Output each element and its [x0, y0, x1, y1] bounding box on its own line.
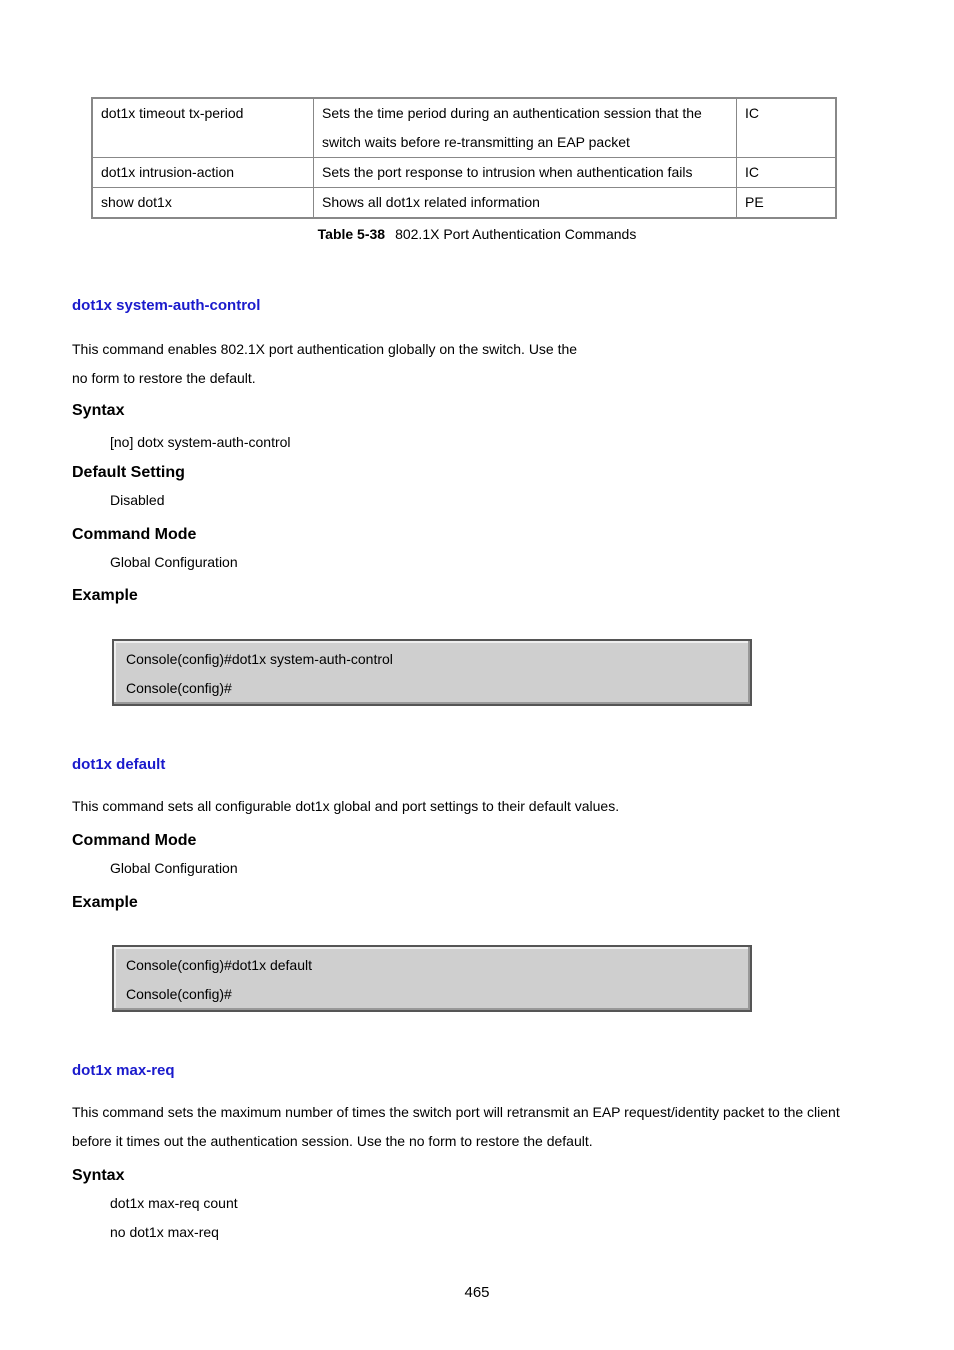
- description: This command enables 802.1X port authentication globally on the switch. Use the no form to restore the default.: [72, 341, 578, 386]
- command-cell: dot1x timeout tx-period: [92, 98, 314, 158]
- table-row: [92, 158, 836, 188]
- syntax-heading: Syntax: [72, 1167, 125, 1184]
- console-box: [112, 639, 752, 706]
- page-number: 465: [464, 1284, 490, 1301]
- syntax-text: dot1x max-req count no dot1x max-req: [110, 1195, 238, 1240]
- mode-cell: PE: [737, 188, 837, 219]
- section-title: dot1x max-req: [72, 1062, 175, 1079]
- table-caption: [0, 226, 954, 242]
- function-line: Sets the time period during an authentication session that the: [322, 105, 702, 121]
- function-cell: Shows all dot1x related information: [314, 188, 737, 219]
- syntax-text: [no] dotx system-auth-control: [110, 434, 291, 450]
- section-title: dot1x system-auth-control: [72, 297, 261, 314]
- section-title: dot1x default: [72, 756, 166, 773]
- console-line: Console(config)#dot1x system-auth-control: [126, 651, 393, 667]
- console-line: Console(config)#: [126, 680, 232, 696]
- example-heading: Example: [72, 587, 138, 604]
- table-row: [92, 98, 836, 158]
- description: This command sets all configurable dot1x global and port settings to their default values.: [72, 798, 620, 814]
- description: This command sets the maximum number of times the switch port will retransmit an EAP request/identity packet to the client before it times out the authentication session. Use the no form to restore the default.: [72, 1104, 840, 1149]
- default-text: Disabled: [110, 492, 165, 508]
- caption-label: Table 5-38: [317, 226, 386, 242]
- caption-text: 802.1X Port Authentication Commands: [395, 226, 637, 242]
- mode-cell: IC: [737, 98, 837, 158]
- command-cell: dot1x intrusion-action: [92, 158, 314, 188]
- mode-heading: Command Mode: [72, 832, 197, 849]
- mode-text: Global Configuration: [110, 860, 238, 876]
- console-box: [112, 945, 752, 1012]
- example-heading: Example: [72, 894, 138, 911]
- command-table: [91, 97, 837, 219]
- mode-heading: Command Mode: [72, 526, 197, 543]
- console-line: Console(config)#: [126, 986, 232, 1002]
- function-line: switch waits before re-transmitting an EAP packet: [322, 134, 630, 150]
- function-cell: [314, 98, 737, 158]
- console-line: Console(config)#dot1x default: [126, 957, 313, 973]
- command-cell: show dot1x: [92, 188, 314, 219]
- mode-cell: IC: [737, 158, 837, 188]
- mode-text: Global Configuration: [110, 554, 238, 570]
- function-cell: Sets the port response to intrusion when authentication fails: [314, 158, 737, 188]
- default-heading: Default Setting: [72, 464, 185, 481]
- syntax-heading: Syntax: [72, 402, 125, 419]
- table-row: [92, 188, 836, 219]
